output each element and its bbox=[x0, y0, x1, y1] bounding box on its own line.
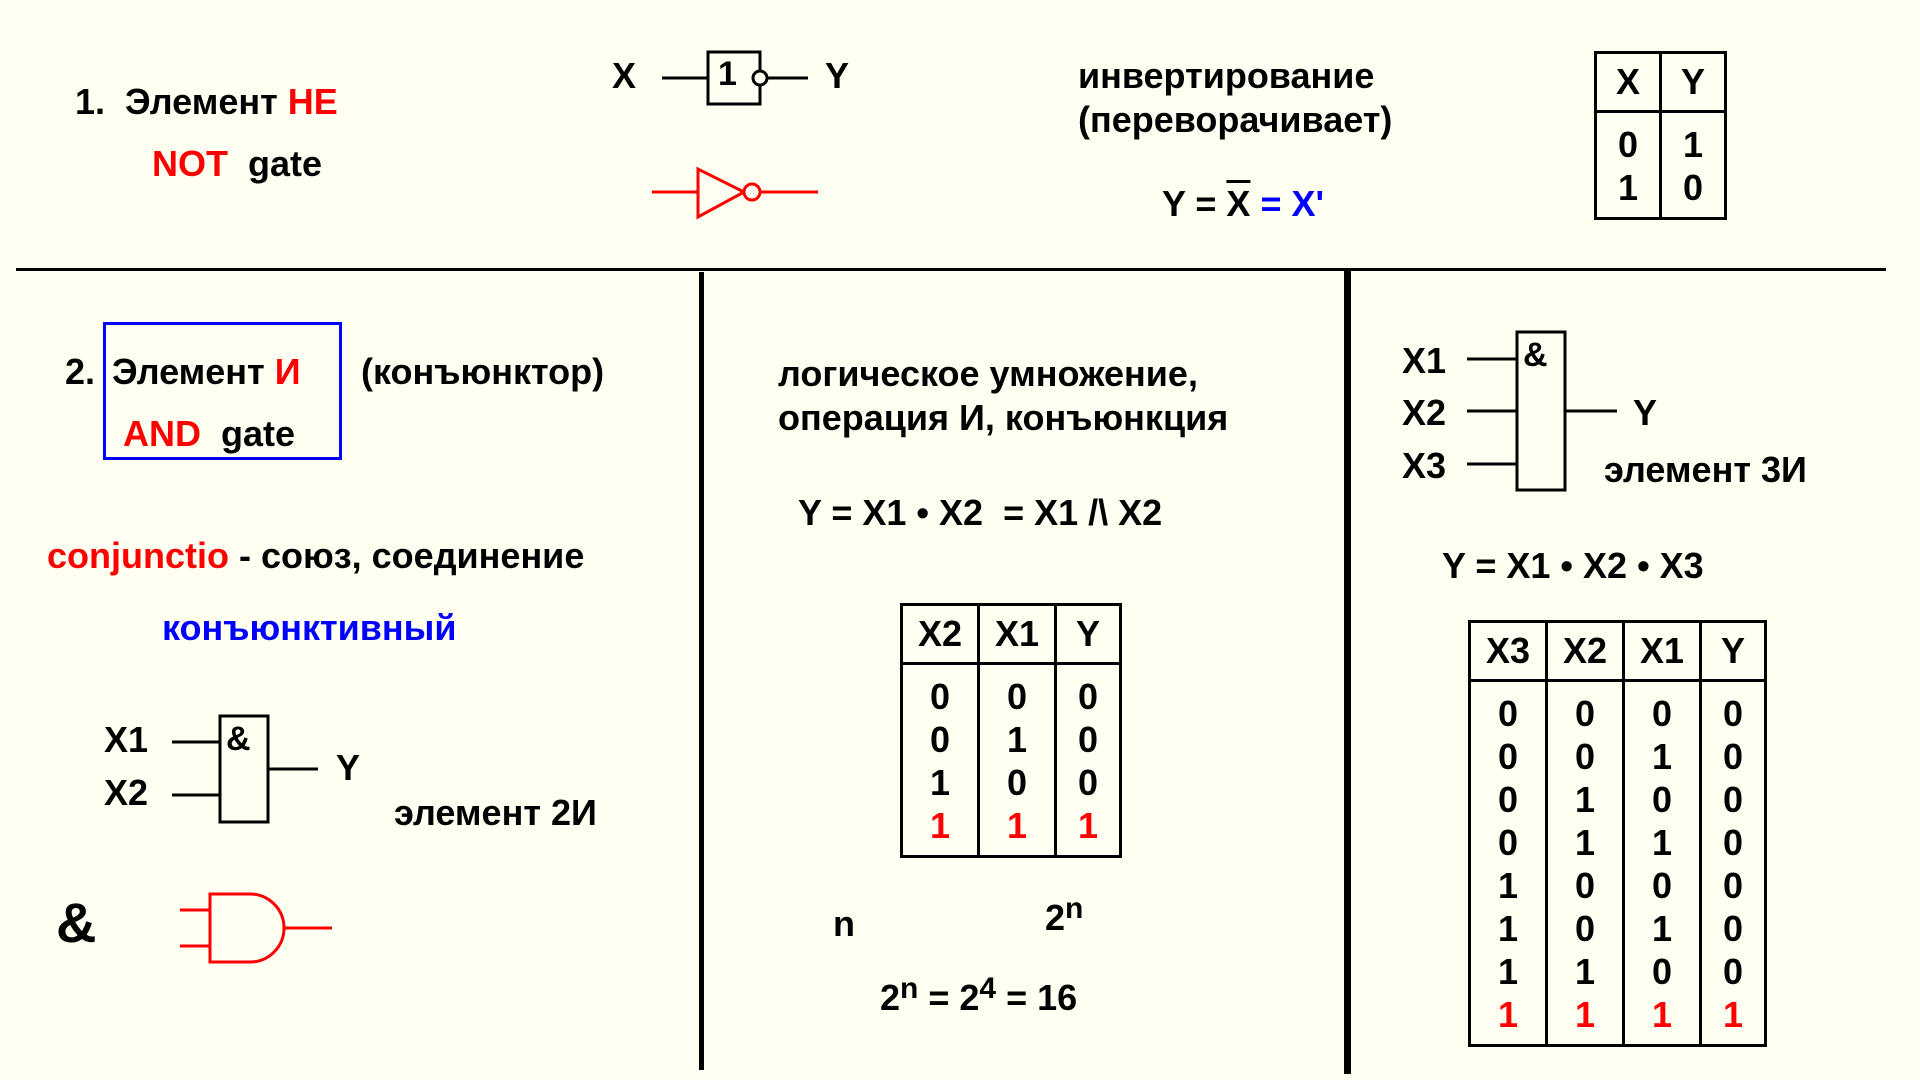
and-heading-prefix: Элемент bbox=[112, 351, 265, 392]
table-cell: 0 bbox=[1701, 778, 1766, 821]
table-cell: 1 bbox=[979, 718, 1056, 761]
table-cell: 1 bbox=[1056, 804, 1121, 857]
n-label: n bbox=[833, 903, 855, 944]
table-cell: 0 bbox=[1547, 907, 1624, 950]
not-formula-bar-x: $\overline{X}$ bbox=[1226, 183, 1251, 224]
table-header: Y bbox=[1661, 53, 1726, 112]
table-cell: 0 bbox=[1470, 681, 1547, 736]
table-cell: 1 bbox=[1624, 821, 1701, 864]
power-expression bbox=[1045, 892, 1084, 938]
gate2-caption: элемент 2И bbox=[394, 792, 597, 833]
table-cell: 0 bbox=[1701, 950, 1766, 993]
gate3-input-label: X1 bbox=[1402, 340, 1447, 381]
eq-exponent-4: 4 bbox=[979, 972, 997, 1005]
table-cell: 1 bbox=[902, 804, 979, 857]
and-heading-suffix: (конъюнктор) bbox=[361, 351, 605, 392]
table-cell: 0 bbox=[902, 664, 979, 719]
gate3-label: & bbox=[1523, 336, 1548, 374]
and-adjective: конъюнктивный bbox=[162, 607, 457, 648]
table-cell: 0 bbox=[1547, 735, 1624, 778]
table-cell: 0 bbox=[1470, 735, 1547, 778]
table-cell: 0 bbox=[1624, 778, 1701, 821]
and2-truth-table bbox=[900, 603, 1122, 858]
table-cell: 0 bbox=[1056, 761, 1121, 804]
gate3-input-label: X2 bbox=[1402, 392, 1447, 433]
table-cell: 1 bbox=[1624, 735, 1701, 778]
table-cell: 1 bbox=[1661, 112, 1726, 167]
not-gate-label: 1 bbox=[718, 55, 737, 93]
table-cell: 1 bbox=[1547, 778, 1624, 821]
ampersand-symbol: & bbox=[56, 891, 97, 954]
and-heading bbox=[112, 351, 301, 392]
table-header: X1 bbox=[1624, 622, 1701, 681]
not-formula bbox=[1162, 183, 1325, 224]
and-description-line1: логическое умножение, bbox=[778, 353, 1198, 394]
eq-exponent-n: n bbox=[900, 972, 919, 1005]
vertical-divider-left bbox=[699, 272, 704, 1070]
table-cell: 0 bbox=[1470, 778, 1547, 821]
table-cell: 1 bbox=[1470, 864, 1547, 907]
gate2-input-label: X1 bbox=[104, 719, 149, 760]
and3-formula: Y = X1 • X2 • X3 bbox=[1442, 545, 1704, 586]
not-gate-input-label: X bbox=[612, 55, 637, 96]
table-cell: 1 bbox=[1701, 993, 1766, 1046]
not-subtitle-rest: gate bbox=[248, 143, 323, 184]
power-base: 2 bbox=[1045, 897, 1066, 938]
gate3-input-label: X3 bbox=[1402, 445, 1447, 486]
table-cell: 0 bbox=[1056, 718, 1121, 761]
table-header: X2 bbox=[1547, 622, 1624, 681]
and-description-line2: операция И, конъюнкция bbox=[778, 397, 1229, 438]
combinations-equation bbox=[880, 972, 1078, 1018]
not-gate-output-label: Y bbox=[825, 55, 850, 96]
and-subtitle bbox=[123, 413, 296, 454]
not-description-line2: (переворачивает) bbox=[1078, 99, 1393, 140]
table-cell: 1 bbox=[902, 761, 979, 804]
table-cell: 0 bbox=[1701, 681, 1766, 736]
and-subtitle-highlight: AND bbox=[123, 413, 201, 454]
vertical-divider-right bbox=[1344, 268, 1351, 1074]
table-cell: 1 bbox=[1470, 993, 1547, 1046]
table-cell: 1 bbox=[1470, 950, 1547, 993]
gate3-output-label: Y bbox=[1633, 392, 1658, 433]
table-cell: 0 bbox=[1701, 864, 1766, 907]
table-header: X3 bbox=[1470, 622, 1547, 681]
and3-truth-table bbox=[1468, 620, 1767, 1047]
table-cell: 1 bbox=[1547, 950, 1624, 993]
gate2-output-label: Y bbox=[336, 747, 361, 788]
eq-result: = 16 bbox=[1006, 977, 1078, 1018]
table-header: Y bbox=[1701, 622, 1766, 681]
table-cell: 0 bbox=[1547, 864, 1624, 907]
table-cell: 0 bbox=[1701, 907, 1766, 950]
table-cell: 1 bbox=[1596, 166, 1661, 219]
gate3-caption: элемент 3И bbox=[1604, 449, 1807, 490]
not-heading-number: 1. bbox=[75, 81, 106, 122]
table-header: X2 bbox=[902, 605, 979, 664]
not-gate-ansi-icon bbox=[650, 165, 820, 227]
and2-formula: Y = X1 • X2 = X1 /\ X2 bbox=[798, 492, 1163, 533]
table-header: Y bbox=[1056, 605, 1121, 664]
table-cell: 1 bbox=[1547, 821, 1624, 864]
table-cell: 1 bbox=[979, 804, 1056, 857]
etymology bbox=[47, 535, 585, 576]
table-cell: 0 bbox=[1661, 166, 1726, 219]
not-heading bbox=[75, 81, 338, 122]
power-exponent: n bbox=[1065, 892, 1084, 925]
table-header: X bbox=[1596, 53, 1661, 112]
not-heading-highlight: НЕ bbox=[287, 81, 338, 122]
table-cell: 1 bbox=[1547, 993, 1624, 1046]
table-cell: 0 bbox=[979, 761, 1056, 804]
not-truth-table bbox=[1594, 51, 1727, 220]
not-subtitle bbox=[152, 143, 323, 184]
and-gate-ansi-icon bbox=[178, 890, 338, 970]
and-subtitle-rest: gate bbox=[221, 413, 296, 454]
not-formula-lhs: Y = bbox=[1162, 183, 1217, 224]
gate2-input-label: X2 bbox=[104, 772, 149, 813]
table-cell: 0 bbox=[1701, 821, 1766, 864]
table-cell: 0 bbox=[1470, 821, 1547, 864]
table-cell: 0 bbox=[1547, 681, 1624, 736]
gate2-label: & bbox=[226, 720, 251, 758]
etymology-rest: - союз, соединение bbox=[239, 535, 585, 576]
table-cell: 0 bbox=[1624, 864, 1701, 907]
and-heading-highlight: И bbox=[274, 351, 301, 392]
table-cell: 0 bbox=[1701, 735, 1766, 778]
etymology-word: conjunctio bbox=[47, 535, 229, 576]
table-cell: 0 bbox=[1624, 681, 1701, 736]
table-cell: 1 bbox=[1624, 993, 1701, 1046]
not-heading-prefix: Элемент bbox=[125, 81, 278, 122]
table-header: X1 bbox=[979, 605, 1056, 664]
table-cell: 0 bbox=[979, 664, 1056, 719]
horizontal-divider bbox=[16, 268, 1886, 271]
and-heading-number: 2. bbox=[65, 351, 96, 392]
table-cell: 0 bbox=[1596, 112, 1661, 167]
not-description-line1: инвертирование bbox=[1078, 55, 1375, 96]
table-cell: 1 bbox=[1470, 907, 1547, 950]
not-subtitle-highlight: NOT bbox=[152, 143, 228, 184]
table-cell: 1 bbox=[1624, 907, 1701, 950]
table-cell: 0 bbox=[1624, 950, 1701, 993]
not-formula-rhs: = X' bbox=[1260, 183, 1325, 224]
table-cell: 0 bbox=[902, 718, 979, 761]
eq-middle: = 2 bbox=[928, 977, 980, 1018]
table-cell: 0 bbox=[1056, 664, 1121, 719]
eq-base: 2 bbox=[880, 977, 901, 1018]
